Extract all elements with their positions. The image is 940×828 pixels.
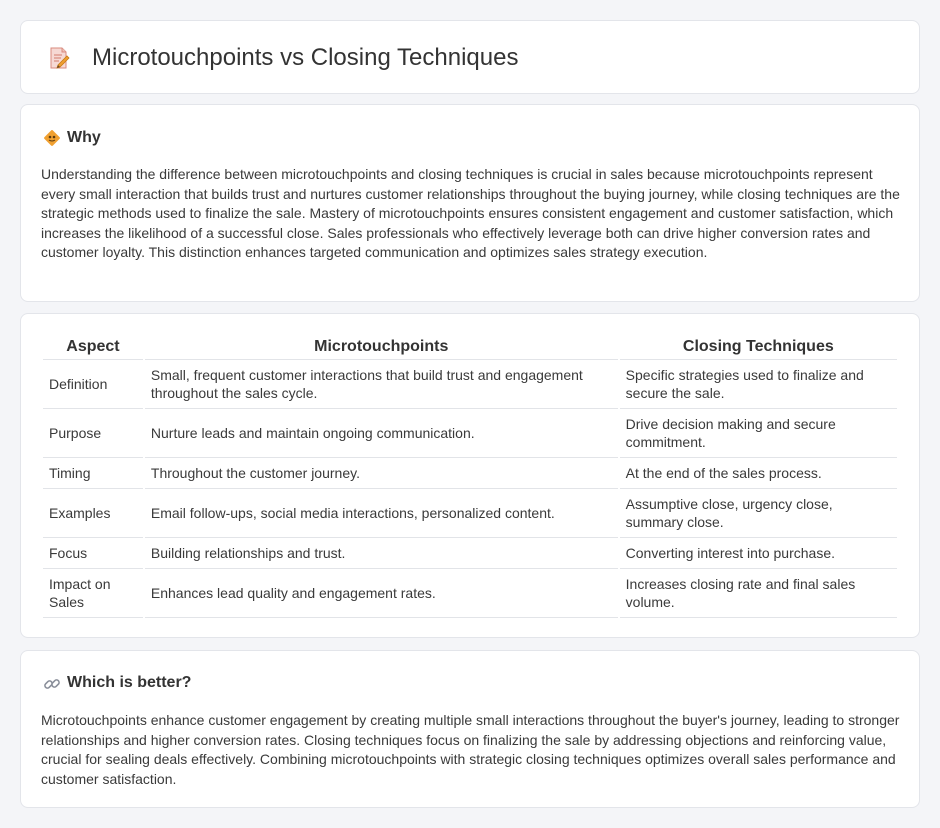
why-text: Understanding the difference between microtouchpoints and closing techniques is crucial in sales because microtouchpoints represent every small interaction that builds trust and nurtures customer relationships throughout the buying journey, while closing techniques are the strategic methods used to finalize the sale. Mastery of microtouchpoints ensures consistent engagement and customer satisfaction, which increases the likelihood of a successful close. Sales professionals who effectively leverage both can drive higher conversion rates and customer loyalty. This distinction enhances targeted communication and optimizes sales strategy execution. [41,166,900,260]
table-cell: Converting interest into purchase. [620,538,897,569]
comparison-table-card [20,313,920,638]
table-row [43,409,897,458]
table-cell: Specific strategies used to finalize and secure the sale. [620,360,897,409]
link-icon [43,675,61,693]
header-card [20,20,920,94]
table-cell: Examples [43,489,143,538]
header-microtouchpoints: Microtouchpoints [145,334,618,360]
table-cell: Building relationships and trust. [145,538,618,569]
table-cell: At the end of the sales process. [620,458,897,489]
which-title: Which is better? [67,674,192,691]
table-row [43,569,897,618]
which-section [20,650,920,808]
header-aspect: Aspect [43,334,143,360]
table-cell: Timing [43,458,143,489]
table-row [43,538,897,569]
table-header-row [43,334,897,360]
table-cell: Assumptive close, urgency close, summary close. [620,489,897,538]
table-cell: Nurture leads and maintain ongoing communication. [145,409,618,458]
table-cell: Increases closing rate and final sales volume. [620,569,897,618]
page-title: Microtouchpoints vs Closing Techniques [92,44,519,71]
header-closing-techniques: Closing Techniques [620,334,897,360]
diamond-sign-icon [43,129,61,147]
table-cell: Throughout the customer journey. [145,458,618,489]
document-pencil-icon [47,46,71,70]
why-section [20,104,920,302]
table-cell: Definition [43,360,143,409]
table-cell: Drive decision making and secure commitment. [620,409,897,458]
comparison-table [41,334,899,618]
table-row [43,458,897,489]
table-row [43,489,897,538]
table-cell: Email follow-ups, social media interactions, personalized content. [145,489,618,538]
table-cell: Purpose [43,409,143,458]
which-text: Microtouchpoints enhance customer engagement by creating multiple small interactions throughout the buyer's journey, leading to stronger relationships and higher conversion rates. Closing techniques focus on finalizing the sale by addressing objections and reinforcing value, crucial for sealing deals effectively. Combining microtouchpoints with strategic closing techniques optimizes overall sales performance and customer satisfaction. [41,712,900,787]
table-row [43,360,897,409]
table-cell: Small, frequent customer interactions that build trust and engagement throughout the sales cycle. [145,360,618,409]
table-cell: Focus [43,538,143,569]
table-cell: Impact on Sales [43,569,143,618]
why-title: Why [67,129,101,146]
table-cell: Enhances lead quality and engagement rates. [145,569,618,618]
